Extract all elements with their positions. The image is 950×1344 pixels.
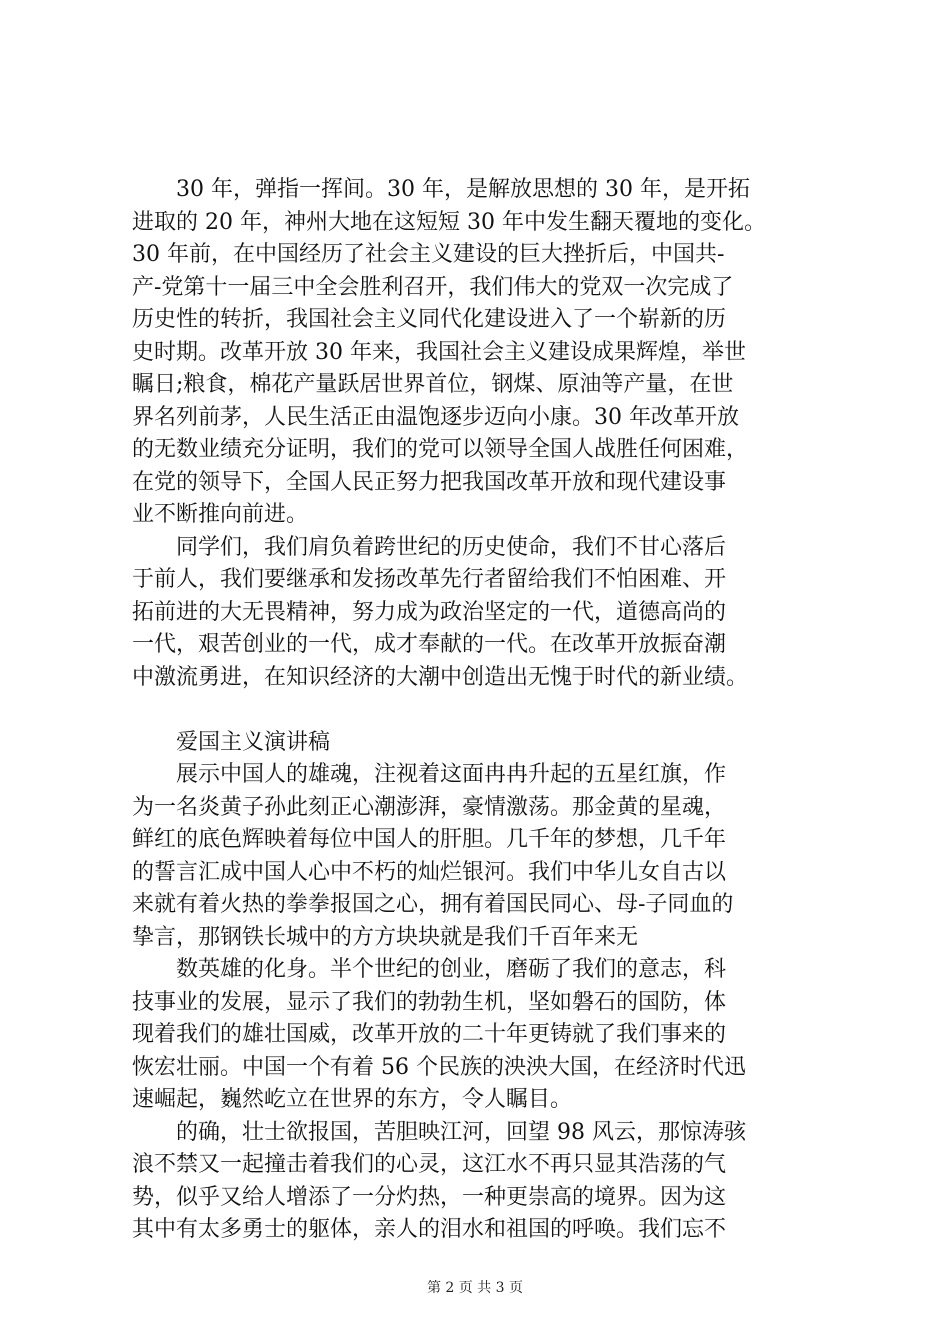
paragraph-line: 的誓言汇成中国人心中不朽的灿烂银河。我们中华儿女自古以 <box>132 859 727 885</box>
paragraph-line: 其中有太多勇士的躯体，亲人的泪水和祖国的呼唤。我们忘不 <box>132 1217 727 1242</box>
paragraph-line: 速崛起，巍然屹立在世界的东方，令人瞩目。 <box>132 1087 573 1112</box>
paragraph-line: 产-党第十一届三中全会胜利召开，我们伟大的党双一次完成了 <box>132 274 734 300</box>
paragraph-line: 瞩日;粮食，棉花产量跃居世界首位，钢煤、原油等产量，在世 <box>132 372 734 397</box>
paragraph-line: 30 年前，在中国经历了社会主义建设的巨大挫折后，中国共- <box>132 242 725 267</box>
paragraph-line: 中激流勇进，在知识经济的大潮中创造出无愧于时代的新业绩。 <box>132 664 749 690</box>
paragraph-line: 为一名炎黄子孙此刻正心潮澎湃，豪情激荡。那金黄的星魂， <box>132 794 727 820</box>
paragraph-line: 史时期。改革开放 30 年来，我国社会主义建设成果辉煌，举世 <box>132 339 746 365</box>
paragraph-line: 业不断推向前进。 <box>132 502 309 527</box>
paragraph-line: 一代，艰苦创业的一代，成才奉献的一代。在改革开放振奋潮 <box>132 632 727 657</box>
paragraph-line: 鲜红的底色辉映着每位中国人的肝胆。几千年的梦想，几千年 <box>132 827 727 852</box>
paragraph-line: 数英雄的化身。半个世纪的创业，磨砺了我们的意志，科 <box>176 957 727 982</box>
section-heading: 爱国主义演讲稿 <box>176 729 331 755</box>
paragraph-line: 于前人，我们要继承和发扬改革先行者留给我们不怕困难、开 <box>132 567 727 592</box>
paragraph-line: 技事业的发展，显示了我们的勃勃生机，坚如磐石的国防，体 <box>132 989 727 1015</box>
paragraph-line: 展示中国人的雄魂，注视着这面冉冉升起的五星红旗，作 <box>176 762 727 787</box>
paragraph-line: 历史性的转折，我国社会主义同代化建设进入了一个崭新的历 <box>132 307 727 332</box>
paragraph-line: 现着我们的雄壮国威，改革开放的二十年更铸就了我们事来的 <box>132 1022 727 1047</box>
paragraph-line: 进取的 20 年，神州大地在这短短 30 年中发生翻天覆地的变化。 <box>132 209 766 235</box>
paragraph-line: 同学们，我们肩负着跨世纪的历史使命，我们不甘心落后 <box>176 534 727 560</box>
paragraph-line: 在党的领导下，全国人民正努力把我国改革开放和现代建设事 <box>132 469 727 495</box>
paragraph-line: 界名列前茅，人民生活正由温饱逐步迈向小康。30 年改革开放 <box>132 404 739 430</box>
document-body <box>132 174 832 1247</box>
page-number-footer: 第 2 页 共 3 页 <box>426 1280 524 1296</box>
paragraph-line: 势，似乎又给人增添了一分灼热，一种更崇高的境界。因为这 <box>132 1184 727 1210</box>
paragraph-line: 拓前进的大无畏精神，努力成为政治坚定的一代，道德高尚的 <box>132 599 727 625</box>
paragraph-line: 来就有着火热的拳拳报国之心，拥有着国民同心、母-子同血的 <box>132 892 734 917</box>
paragraph-line: 浪不禁又一起撞击着我们的心灵，这江水不再只显其浩荡的气 <box>132 1152 727 1177</box>
paragraph-line: 的无数业绩充分证明，我们的党可以领导全国人战胜任何困难， <box>132 437 749 462</box>
paragraph-line: 30 年，弹指一挥间。30 年，是解放思想的 30 年，是开拓 <box>176 177 750 202</box>
paragraph-line: 恢宏壮丽。中国一个有着 56 个民族的泱泱大国，在经济时代迅 <box>132 1054 746 1080</box>
paragraph-line: 的确，壮士欲报国，苦胆映江河，回望 98 风云，那惊涛骇 <box>176 1119 746 1145</box>
paragraph-spacer <box>132 694 832 727</box>
paragraph-line: 挚言，那钢铁长城中的方方块块就是我们千百年来无 <box>132 924 639 950</box>
